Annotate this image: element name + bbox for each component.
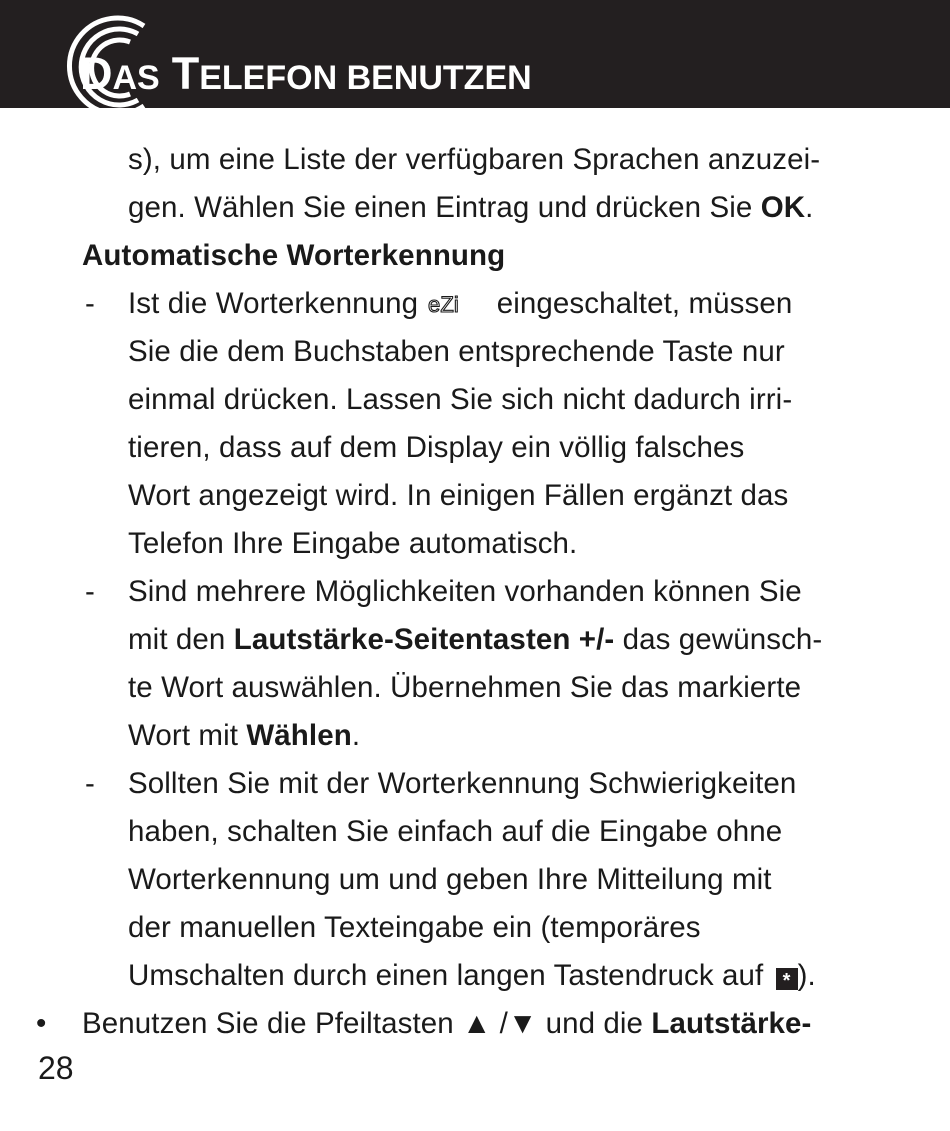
- list-item-line: mit den Lautstärke-Seitentasten +/- das gewünsch-: [128, 623, 823, 656]
- list-item-line: Sollten Sie mit der Worterkennung Schwierigkeiten: [128, 767, 797, 800]
- volume-keys-label: Lautstärke-Seitentasten +/-: [233, 623, 615, 656]
- waehlen-label: Wählen: [246, 719, 352, 752]
- bullet-marker: •: [36, 1007, 47, 1040]
- title-initial-d: D: [80, 48, 113, 99]
- list-item-line: Ist die Worterkennung eZi eingeschaltet, müssen: [128, 287, 793, 320]
- dash-marker: -: [85, 767, 95, 800]
- title-initial-t: T: [171, 48, 200, 99]
- text-line: s), um eine Liste der verfügbaren Sprachen anzuzei-: [128, 143, 821, 176]
- lautstaerke-label: Lautstärke-: [651, 1007, 812, 1040]
- list-item-line: Sind mehrere Möglichkeiten vorhanden können Sie: [128, 575, 802, 608]
- list-item-line: einmal drücken. Lassen Sie sich nicht dadurch irri-: [128, 383, 793, 416]
- page-number: 28: [38, 1050, 74, 1086]
- chapter-title: [80, 50, 532, 98]
- list-item-line: Wort angezeigt wird. In einigen Fällen ergänzt das: [128, 479, 789, 512]
- list-item-line: Umschalten durch einen langen Tastendruck auf * ).: [128, 959, 816, 992]
- title-rest-das: AS: [112, 59, 160, 97]
- dash-marker: -: [85, 575, 95, 608]
- ezi-icon: [428, 292, 486, 316]
- list-item-line: Sie die dem Buchstaben entsprechende Taste nur: [128, 335, 785, 368]
- bullet-item-line: Benutzen Sie die Pfeiltasten ▲ /▼ und die Lautstärke-: [82, 1007, 812, 1040]
- list-item-line: Telefon Ihre Eingabe automatisch.: [128, 527, 578, 560]
- list-item-line: der manuellen Texteingabe ein (temporäres: [128, 911, 701, 944]
- list-item-line: tieren, dass auf dem Display ein völlig falsches: [128, 431, 745, 464]
- list-item-line: Worterkennung um und geben Ihre Mitteilung mit: [128, 863, 772, 896]
- section-heading: Automatische Worterkennung: [82, 239, 506, 272]
- text-line: gen. Wählen Sie einen Eintrag und drücken Sie OK.: [128, 191, 814, 224]
- list-item-line: te Wort auswählen. Übernehmen Sie das markierte: [128, 671, 802, 704]
- list-item-line: haben, schalten Sie einfach auf die Eingabe ohne: [128, 815, 783, 848]
- dash-marker: -: [85, 287, 95, 320]
- ok-label: OK: [760, 191, 806, 224]
- svg-text:eZi: eZi: [428, 292, 460, 316]
- title-rest-telefon-benutzen: ELEFON BENUTZEN: [199, 59, 532, 97]
- chapter-header: [0, 0, 950, 108]
- star-key-icon: *: [776, 968, 798, 990]
- list-item-line: Wort mit Wählen.: [128, 719, 361, 752]
